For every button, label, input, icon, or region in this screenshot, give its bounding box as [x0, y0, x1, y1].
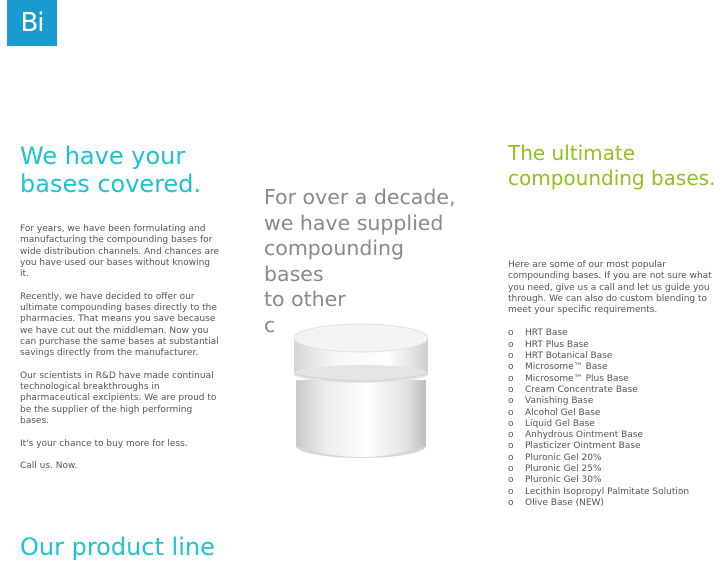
base-list-item [508, 374, 727, 385]
intro-paragraphs [20, 224, 220, 473]
base-list-item [508, 475, 727, 486]
bullet-icon: o [508, 452, 514, 463]
base-name: Liquid Gel Base [525, 418, 595, 429]
bases-list [508, 328, 727, 509]
paragraph: It's your chance to buy more for less. [20, 438, 188, 449]
paragraph: Recently, we have decided to offer our ultimate compounding bases directly to the pharmacies. That means you save because we have cut out the middleman. Now you can purchase the same bases at substantial savings directly from the manufacturer. [20, 291, 219, 359]
decade-line: For over a decade, [264, 185, 456, 209]
bullet-icon: o [508, 396, 514, 407]
decade-heading [264, 185, 474, 338]
bases-covered-heading [20, 142, 220, 198]
base-list-item [508, 419, 727, 430]
product-line-heading: Our product line [20, 533, 215, 561]
base-list-item [508, 362, 727, 373]
base-name: HRT Botanical Base [525, 351, 613, 362]
base-name: Cream Concentrate Base [525, 384, 638, 395]
bullet-icon: o [508, 430, 514, 441]
heading-line-1: We have your [20, 142, 186, 170]
paragraph: Our scientists in R&D have made continual technological breakthroughs in pharmaceutical excipients. We are proud to be the supplier of the high performing bases. [20, 370, 217, 427]
heading-line-2: compounding bases. [508, 166, 716, 190]
base-name: Olive Base (NEW) [525, 497, 604, 508]
decade-line: we have supplied [264, 210, 444, 235]
bullet-icon: o [508, 351, 514, 362]
heading-line-1: The ultimate [508, 141, 636, 165]
base-list-item [508, 453, 727, 464]
ultimate-bases-section [508, 141, 727, 509]
paragraph: For years, we have been formulating and manufacturing the compounding bases for wide distribution channels. And chances are you have used our bases without knowing it. [20, 224, 220, 280]
base-name: Microsome™ Base [525, 362, 608, 373]
base-list-item [508, 351, 727, 362]
heading-line-2: bases covered. [20, 170, 202, 198]
base-list-item [508, 340, 727, 351]
bullet-icon: o [508, 497, 514, 508]
bullet-icon: o [508, 328, 514, 339]
base-list-item [508, 408, 727, 419]
base-list-item [508, 498, 727, 509]
bullet-icon: o [508, 475, 514, 486]
base-name: Pluronic Gel 30% [525, 475, 602, 486]
base-name: Lecithin Isopropyl Palmitate Solution [525, 486, 690, 497]
bases-covered-section [20, 142, 220, 484]
bullet-icon: o [508, 441, 514, 452]
base-list-item [508, 328, 727, 339]
bullet-icon: o [508, 384, 514, 395]
ultimate-bases-heading [508, 141, 727, 191]
bullet-icon: o [508, 464, 514, 475]
bullet-icon: o [508, 418, 514, 429]
base-list-item [508, 430, 727, 441]
base-name: Pluronic Gel 25% [525, 464, 602, 475]
decade-section [264, 185, 474, 338]
base-name: Vanishing Base [525, 396, 594, 407]
bullet-icon: o [508, 486, 514, 497]
decade-line: bases [264, 261, 324, 286]
base-name: Anhydrous Ointment Base [525, 430, 643, 441]
base-list-item [508, 396, 727, 407]
base-list-item [508, 487, 727, 498]
base-name: Alcohol Gel Base [525, 407, 601, 418]
base-list-item [508, 441, 727, 452]
bullet-icon: o [508, 362, 514, 373]
base-list-item [508, 385, 727, 396]
site-logo[interactable]: Bi [7, 0, 57, 46]
base-list-item [508, 464, 727, 475]
decade-line: compounding [264, 236, 405, 260]
paragraph: Call us. Now. [20, 461, 78, 472]
bullet-icon: o [508, 407, 514, 418]
decade-line: c [264, 312, 276, 337]
decade-line: to other [264, 287, 346, 311]
cream-jar-image [288, 322, 434, 464]
base-name: Microsome™ Plus Base [525, 373, 629, 384]
base-name: HRT Base [525, 328, 568, 339]
bases-intro: Here are some of our most popular compounding bases. If you are not sure what you need, give us a call and let us guide you through. We can also do custom blending to meet your specific requirements. [508, 260, 712, 316]
base-name: Pluronic Gel 20% [525, 452, 602, 463]
bullet-icon: o [508, 373, 514, 384]
bullet-icon: o [508, 339, 514, 350]
base-name: Plasticizer Ointment Base [525, 441, 641, 452]
base-name: HRT Plus Base [525, 339, 589, 350]
